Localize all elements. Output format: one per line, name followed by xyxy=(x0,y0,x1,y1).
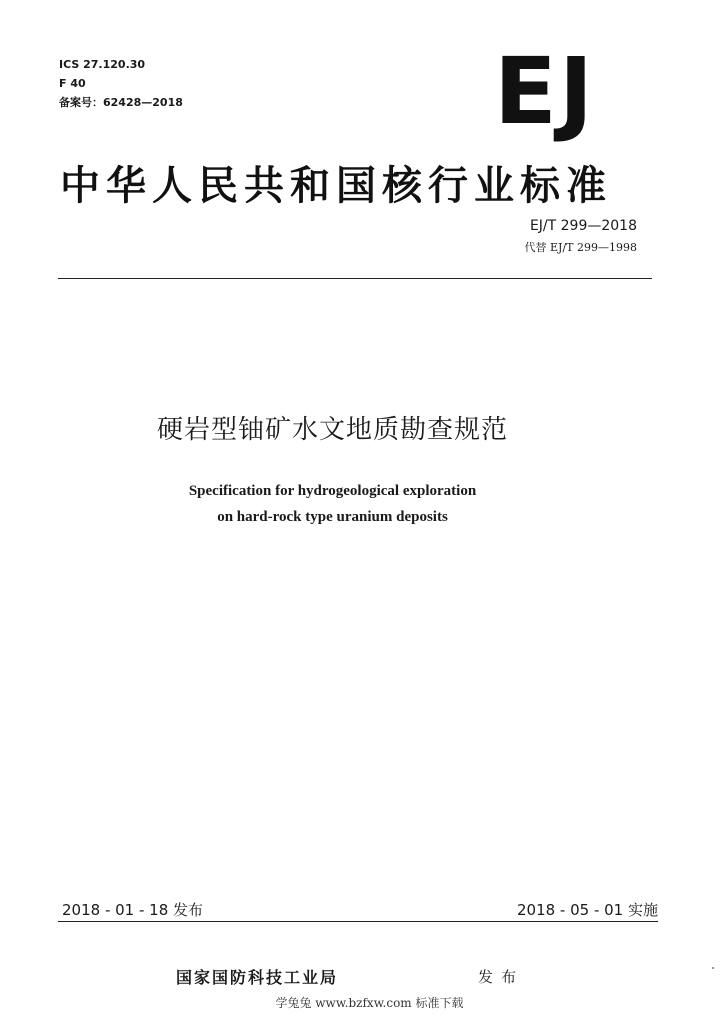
ics-code: ICS 27.120.30 xyxy=(59,58,146,71)
filing-number: 备案号：62428—2018 xyxy=(59,96,183,109)
download-watermark: 学兔兔 www.bzfxw.com 标准下载 xyxy=(275,996,464,1010)
ccs-code: F 40 xyxy=(59,77,86,90)
replaces-standard: 代替 EJ/T 299—1998 xyxy=(524,241,637,254)
english-title-line-1: Specification for hydrogeological exploration xyxy=(188,483,477,499)
scan-speck xyxy=(712,967,714,969)
header-divider xyxy=(58,278,652,279)
standard-type-heading: 中华人民共和国核行业标准 xyxy=(60,163,612,209)
english-title-line-2: on hard-rock type uranium deposits xyxy=(217,509,448,525)
publish-label: 发布 xyxy=(478,968,525,986)
ej-logo: EJ xyxy=(494,38,596,145)
issue-date: 2018 - 01 - 18 发布 xyxy=(62,901,204,919)
chinese-title: 硬岩型铀矿水文地质勘查规范 xyxy=(156,415,508,445)
publisher-name: 国家国防科技工业局 xyxy=(176,968,339,987)
standard-number: EJ/T 299—2018 xyxy=(529,218,637,234)
implementation-date: 2018 - 05 - 01 实施 xyxy=(516,901,658,919)
footer-divider xyxy=(58,921,658,922)
